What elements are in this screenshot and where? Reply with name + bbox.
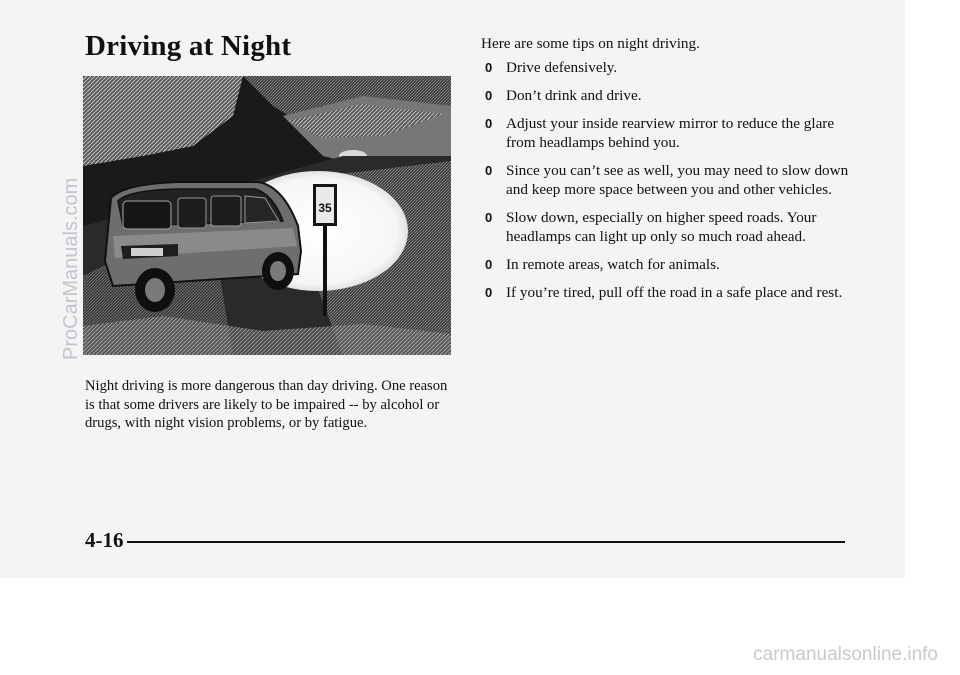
tips-list bbox=[485, 58, 865, 311]
list-item bbox=[485, 86, 865, 105]
tip-text: In remote areas, watch for animals. bbox=[506, 256, 720, 273]
van-at-night-drawing bbox=[83, 76, 451, 355]
speed-sign-text: 35 bbox=[318, 201, 332, 215]
list-item bbox=[485, 208, 865, 246]
tip-text: Adjust your inside rearview mirror to reduce the glare from headlamps behind you. bbox=[506, 115, 835, 151]
bullet-icon: 0 bbox=[485, 88, 493, 103]
list-item bbox=[485, 114, 865, 152]
bullet-icon: 0 bbox=[485, 210, 493, 225]
list-item bbox=[485, 255, 865, 274]
bullet-icon: 0 bbox=[485, 60, 493, 75]
tip-text: Slow down, especially on higher speed roads. Your headlamps can light up only so much road ahead. bbox=[506, 209, 817, 245]
tips-intro: Here are some tips on night driving. bbox=[481, 35, 700, 52]
night-driving-illustration bbox=[83, 76, 451, 355]
bullet-icon: 0 bbox=[485, 285, 493, 300]
site-watermark: carmanualsonline.info bbox=[753, 644, 938, 665]
page-number: 4-16 bbox=[85, 528, 124, 552]
bullet-icon: 0 bbox=[485, 116, 493, 131]
footer-divider bbox=[127, 541, 845, 543]
night-driving-paragraph: Night driving is more dangerous than day driving. One reason is that some drivers are likely to be impaired -- by alcohol or drugs, with night vision problems, or by fatigue. bbox=[85, 378, 448, 431]
list-item bbox=[485, 283, 865, 302]
bullet-icon: 0 bbox=[485, 163, 493, 178]
section-heading: Driving at Night bbox=[85, 30, 292, 62]
bullet-icon: 0 bbox=[485, 257, 493, 272]
tip-text: Don’t drink and drive. bbox=[506, 87, 642, 104]
tip-text: Drive defensively. bbox=[506, 59, 618, 76]
side-watermark: ProCarManuals.com bbox=[60, 177, 82, 360]
tip-text: If you’re tired, pull off the road in a safe place and rest. bbox=[506, 284, 843, 301]
tip-text: Since you can’t see as well, you may need to slow down and keep more space between you and other vehicles. bbox=[506, 162, 849, 198]
list-item bbox=[485, 58, 865, 77]
list-item bbox=[485, 161, 865, 199]
page-footer bbox=[85, 526, 845, 554]
